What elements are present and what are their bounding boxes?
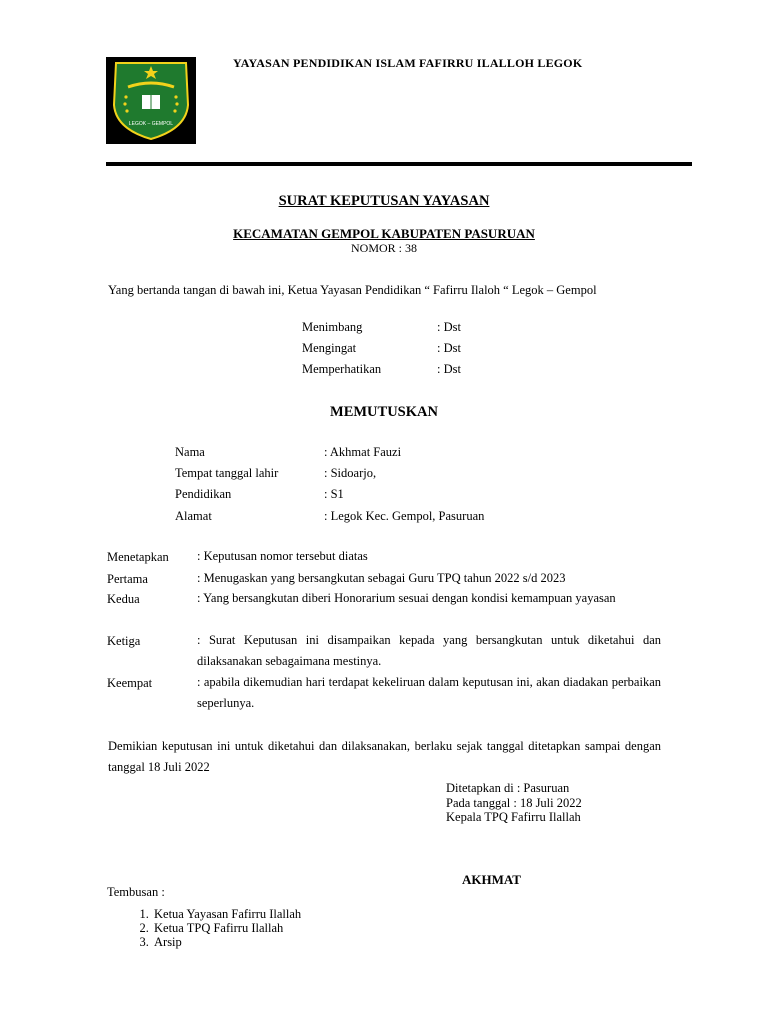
signature-date: Pada tanggal : 18 Juli 2022 (446, 796, 582, 810)
identity-value-education: : S1 (324, 487, 344, 501)
decision-text-3: : Yang bersangkutan diberi Honorarium sesuai dengan kondisi kemampuan yayasan (197, 591, 616, 605)
identity-label-address: Alamat (175, 509, 212, 523)
consider-value-3: : Dst (437, 362, 461, 376)
foundation-logo (106, 57, 196, 144)
decision-text-5: : apabila dikemudian hari terdapat kekeliruan dalam keputusan ini, akan diadakan perbaikan seperlunya. (197, 675, 661, 710)
subtitle-text: KECAMATAN GEMPOL KABUPATEN PASURUAN (233, 226, 535, 241)
cc-list (130, 907, 301, 949)
cc-item-3: 3. Arsip (152, 935, 301, 949)
cc-label: Tembusan : (107, 885, 165, 899)
document-title (0, 193, 768, 210)
decision-label-1: Menetapkan (107, 550, 169, 564)
identity-value-birth: : Sidoarjo, (324, 466, 377, 480)
decision-label-3: Kedua (107, 592, 140, 606)
title-text: SURAT KEPUTUSAN YAYASAN (278, 193, 490, 209)
decision-label-4: Ketiga (107, 634, 141, 648)
consider-value-2: : Dst (437, 341, 461, 355)
signature-position: Kepala TPQ Fafirru Ilallah (446, 810, 581, 824)
cc-item-1: 1. Ketua Yayasan Fafirru Ilallah (152, 907, 301, 921)
document-number: NOMOR : 38 (350, 241, 417, 255)
decision-text-1: : Keputusan nomor tersebut diatas (197, 549, 368, 563)
logo-caption: LEGOK – GEMPOL (128, 121, 174, 127)
identity-label-name: Nama (175, 445, 205, 459)
header-divider (106, 162, 692, 166)
decision-text-2: : Menugaskan yang bersangkutan sebagai Guru TPQ tahun 2022 s/d 2023 (197, 571, 566, 585)
decision-text-4: : Surat Keputusan ini disampaikan kepada yang bersangkutan untuk diketahui dan dilaksanakan sebagaimana mestinya. (197, 633, 661, 668)
intro-paragraph: Yang bertanda tangan di bawah ini, Ketua Yayasan Pendidikan “ Fafirru Ilaloh “ Legok – Gempol (108, 283, 597, 297)
identity-value-name: : Akhmat Fauzi (324, 445, 402, 459)
signature-place: Ditetapkan di : Pasuruan (446, 781, 570, 795)
closing-paragraph: Demikian keputusan ini untuk diketahui dan dilaksanakan, berlaku sejak tanggal ditetapkan sampai dengan tanggal 18 Juli 2022 (108, 739, 661, 774)
consider-label-3: Memperhatikan (302, 362, 382, 376)
decision-label-2: Pertama (107, 572, 148, 586)
consider-label-1: Menimbang (302, 320, 363, 334)
cc-item-2: 2. Ketua TPQ Fafirru Ilallah (152, 921, 301, 935)
identity-label-birth: Tempat tanggal lahir (175, 466, 279, 480)
decision-label-5: Keempat (107, 676, 153, 690)
org-name: YAYASAN PENDIDIKAN ISLAM FAFIRRU ILALLOH LEGOK (233, 56, 583, 70)
identity-label-education: Pendidikan (175, 487, 232, 501)
decides-heading: MEMUTUSKAN (330, 404, 438, 420)
identity-value-address: : Legok Kec. Gempol, Pasuruan (324, 509, 485, 523)
signatory-name: AKHMAT (462, 872, 521, 887)
consider-value-1: : Dst (437, 320, 461, 334)
consider-label-2: Mengingat (302, 341, 357, 355)
document-subtitle (0, 226, 768, 242)
